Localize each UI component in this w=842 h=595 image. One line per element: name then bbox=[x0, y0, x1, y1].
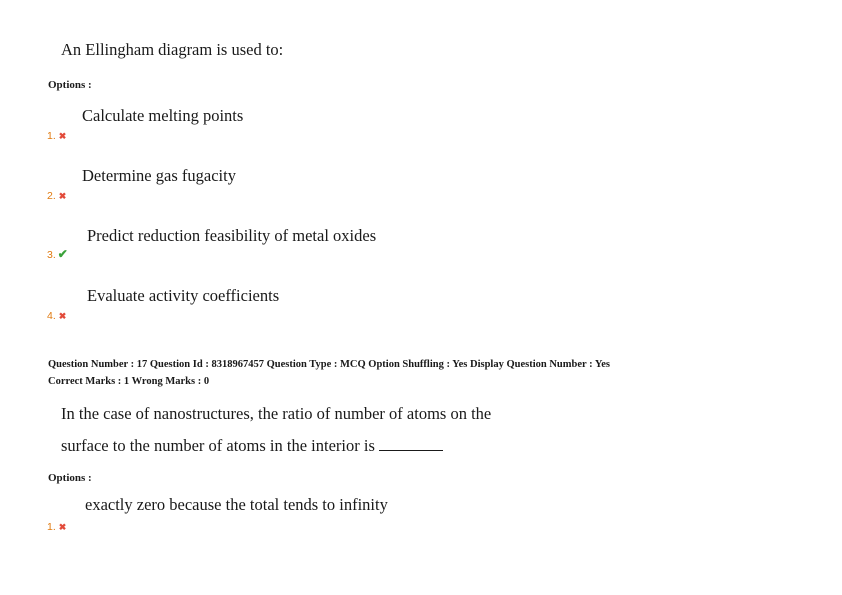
question-2-text-line2 bbox=[61, 436, 443, 456]
option-1-marker bbox=[47, 126, 66, 144]
question-meta-line2: Correct Marks : 1 Wrong Marks : 0 bbox=[48, 376, 210, 387]
option-number: 4. bbox=[47, 310, 56, 322]
option-3-text: Predict reduction feasibility of metal oxides bbox=[87, 226, 377, 245]
q2-option-1-text: exactly zero because the total tends to infinity bbox=[85, 495, 388, 514]
answer-blank bbox=[379, 436, 443, 451]
option-4-text: Evaluate activity coefficients bbox=[87, 286, 280, 305]
option-number: 3. bbox=[47, 249, 56, 261]
option-2-marker bbox=[47, 186, 66, 204]
options-label: Options : bbox=[48, 472, 92, 484]
option-number: 1. bbox=[47, 130, 56, 142]
question-2-text-line1: In the case of nanostructures, the ratio of number of atoms on the bbox=[61, 404, 492, 423]
option-1-text: Calculate melting points bbox=[82, 106, 244, 125]
option-3-marker bbox=[47, 245, 68, 263]
q2-option-1-marker bbox=[47, 517, 66, 535]
question-2-text: surface to the number of atoms in the interior is bbox=[61, 436, 375, 455]
correct-check-icon: ✔ bbox=[57, 247, 68, 261]
wrong-x-icon: ✖ bbox=[58, 191, 67, 201]
option-2-text: Determine gas fugacity bbox=[82, 166, 236, 185]
option-number: 2. bbox=[47, 190, 56, 202]
option-4-marker bbox=[47, 306, 66, 324]
options-label: Options : bbox=[48, 79, 92, 91]
question-1-text: An Ellingham diagram is used to: bbox=[61, 40, 284, 59]
wrong-x-icon: ✖ bbox=[58, 131, 67, 141]
question-meta-line1: Question Number : 17 Question Id : 8318967457 Question Type : MCQ Option Shuffling : Yes Display Question Number : Yes bbox=[48, 359, 611, 370]
wrong-x-icon: ✖ bbox=[58, 311, 67, 321]
option-number: 1. bbox=[47, 521, 56, 533]
wrong-x-icon: ✖ bbox=[58, 522, 67, 532]
